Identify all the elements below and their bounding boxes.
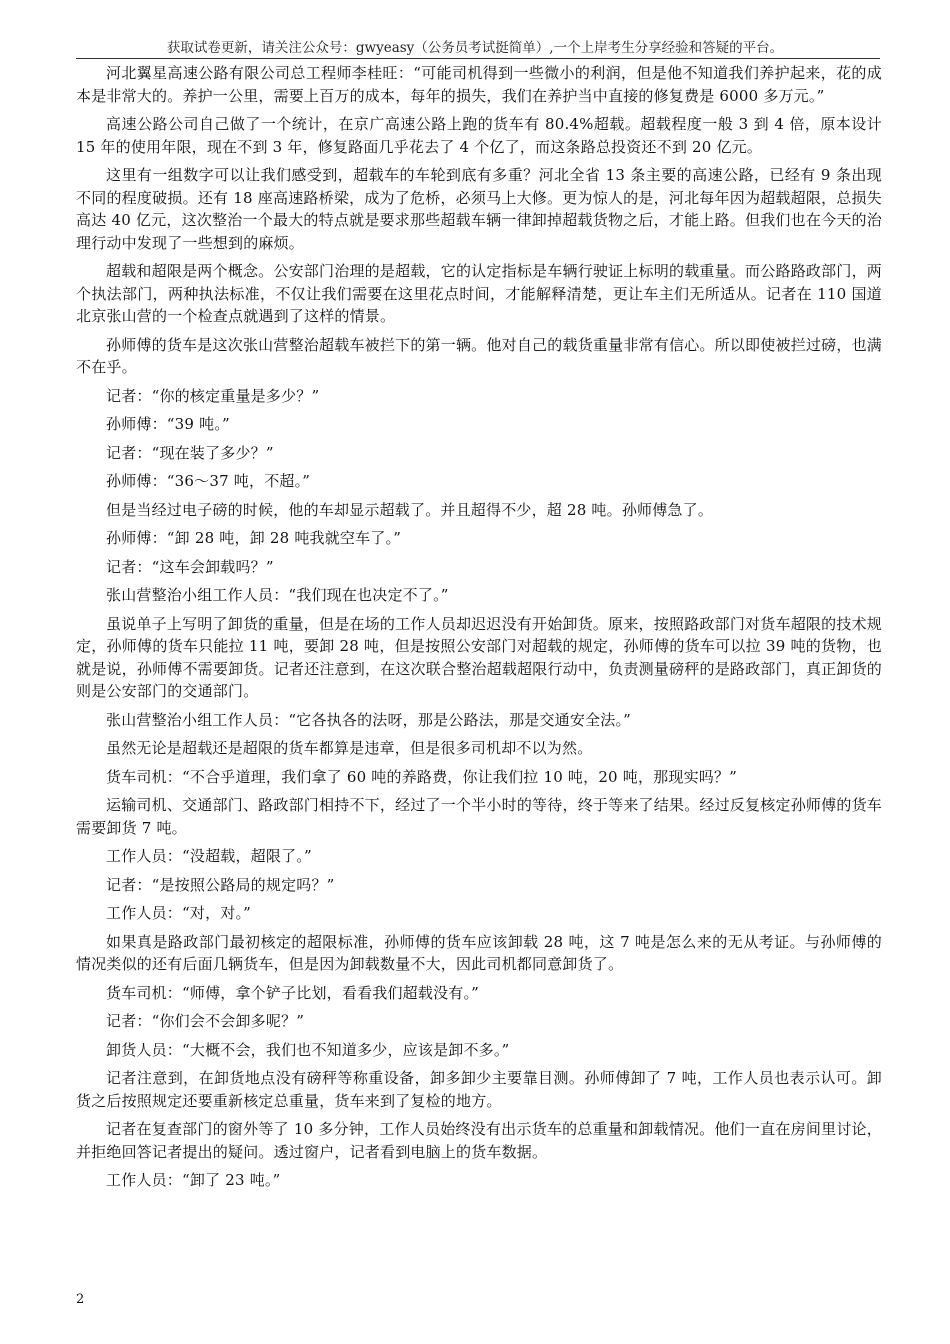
- paragraph: 河北翼星高速公路有限公司总工程师李桂旺：“可能司机得到一些微小的利润，但是他不知道我们养护起来，花的成本是非常大的。养护一公里，需要上百万的成本，每年的损失，我们在养护当中直接的修复费是 6000 多万元。”: [76, 64, 882, 105]
- page-number: 2: [76, 1292, 85, 1307]
- dialogue-line: 货车司机：“不合乎道理，我们拿了 60 吨的养路费，你让我们拉 10 吨，20 吨，那现实吗？”: [106, 767, 738, 786]
- dialogue-line: 孙师傅：“36～37 吨，不超。”: [106, 472, 311, 490]
- dialogue-line: 工作人员：“没超载，超限了。”: [106, 847, 312, 865]
- page-header: 获取试卷更新，请关注公众号：gwyeasy（公务员考试挺简单）,一个上岸考生分享经验和答疑的平台。: [166, 40, 784, 56]
- paragraph: 虽然无论是超载还是超限的货车都算是违章，但是很多司机却不以为然。: [106, 739, 593, 757]
- dialogue-line: 张山营整治小组工作人员：“它各执各的法呀，那是公路法，那是交通安全法。”: [106, 710, 632, 729]
- paragraph: 虽说单子上写明了卸货的重量，但是在场的工作人员却迟迟没有开始卸货。原来，按照路政部门对货车超限的技术规定，孙师傅的货车只能拉 11 吨，要卸 28 吨，但是按照公安部门对超载的规定，孙师傅的货车可以拉 39 吨的货物，也就是说，孙师傅不需要卸货。记者还注意到，在这次联合整治超载超限行动中，负责测量磅秤的是路政部门，真正卸货的则是公安部门的交通部门。: [76, 614, 882, 700]
- paragraph: 高速公路公司自己做了一个统计，在京广高速公路上跑的货车有 80.4%超载。超载程度一般 3 到 4 倍，原本设计 15 年的使用年限，现在不到 3 年，修复路面几乎花去了 4 个亿了，而这条路总投资还不到 20 亿元。: [76, 115, 882, 156]
- paragraph: 但是当经过电子磅的时候，他的车却显示超载了。并且超得不少，超 28 吨。孙师傅急了。: [106, 500, 714, 519]
- dialogue-line: 记者：“你的核定重量是多少？”: [106, 386, 320, 405]
- dialogue-line: 记者：“是按照公路局的规定吗？”: [106, 875, 335, 894]
- header-divider: [76, 58, 880, 59]
- dialogue-line: 孙师傅：“卸 28 吨，卸 28 吨我就空车了。”: [106, 529, 402, 547]
- paragraph: 记者在复查部门的窗外等了 10 多分钟，工作人员始终没有出示货车的总重量和卸载情况。他们一直在房间里讨论，并拒绝回答记者提出的疑问。透过窗户，记者看到电脑上的货车数据。: [76, 1120, 882, 1161]
- dialogue-line: 工作人员：“对，对。”: [106, 904, 252, 922]
- dialogue-line: 记者：“现在装了多少？”: [106, 443, 274, 462]
- paragraph: 孙师傅的货车是这次张山营整治超载车被拦下的第一辆。他对自己的载货重量非常有信心。所以即使被拦过磅，也满不在乎。: [76, 335, 882, 376]
- dialogue-line: 卸货人员：“大概不会，我们也不知道多少，应该是卸不多。”: [106, 1040, 510, 1059]
- dialogue-line: 记者：“这车会卸载吗？”: [106, 557, 274, 576]
- paragraph: 这里有一组数字可以让我们感受到，超载车的车轮到底有多重？河北全省 13 条主要的高速公路，已经有 9 条出现不同的程度破损。还有 18 座高速路桥梁，成为了危桥，必须马上大修。更为惊人的是，河北每年因为超载超限，总损失高达 40 亿元，这次整治一个最大的特点就是要求那些超载车辆一律卸掉超载货物之后，才能上路。但我们也在今天的治理行动中发现了一些想到的麻烦。: [76, 166, 882, 252]
- paragraph: 超载和超限是两个概念。公安部门治理的是超载，它的认定指标是车辆行驶证上标明的载重量。而公路路政部门，两个执法部门，两种执法标准，不仅让我们需要在这里花点时间，才能解释清楚，更让车主们无所适从。记者在 110 国道北京张山营的一个检查点就遇到了这样的情景。: [76, 262, 882, 325]
- document-body: [76, 62, 882, 1198]
- dialogue-line: 工作人员：“卸了 23 吨。”: [106, 1171, 281, 1189]
- dialogue-line: 孙师傅：“39 吨。”: [106, 415, 230, 433]
- dialogue-line: 张山营整治小组工作人员：“我们现在也决定不了。”: [106, 586, 449, 604]
- dialogue-line: 记者：“你们会不会卸多呢？”: [106, 1012, 305, 1030]
- paragraph: 运输司机、交通部门、路政部门相持不下，经过了一个半小时的等待，终于等来了结果。经过反复核定孙师傅的货车需要卸货 7 吨。: [76, 796, 882, 837]
- dialogue-line: 货车司机：“师傅，拿个铲子比划，看看我们超载没有。”: [106, 983, 480, 1002]
- paragraph: 如果真是路政部门最初核定的超限标准，孙师傅的货车应该卸载 28 吨，这 7 吨是怎么来的无从考证。与孙师傅的情况类似的还有后面几辆货车，但是因为卸载数量不大，因此司机都同意卸货了。: [76, 932, 882, 973]
- paragraph: 记者注意到，在卸货地点没有磅秤等称重设备，卸多卸少主要靠目测。孙师傅卸了 7 吨，工作人员也表示认可。卸货之后按照规定还要重新核定总重量，货车来到了复检的地方。: [76, 1069, 882, 1110]
